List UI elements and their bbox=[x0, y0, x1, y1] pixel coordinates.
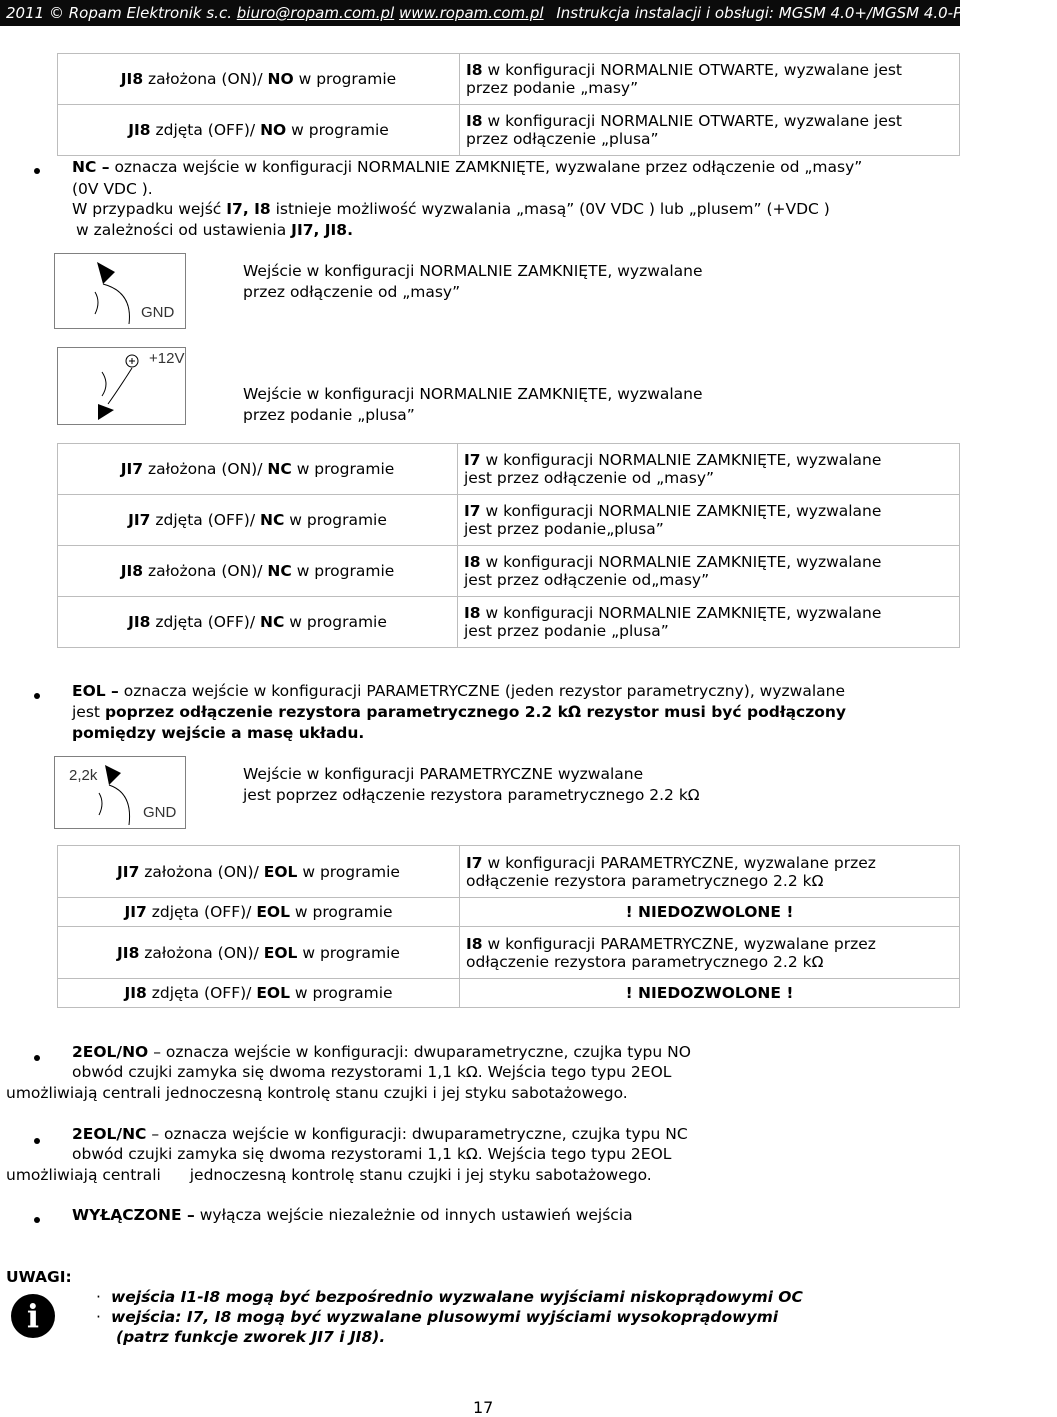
table-row bbox=[58, 495, 960, 546]
description-line: jest przez odłączenie od „masy” bbox=[464, 469, 715, 487]
eol-bold-text: poprzez odłączenie rezystora parametrycznego 2.2 kΩ rezystor musi być podłączony bbox=[104, 703, 847, 721]
jumper-state: zdjęta (OFF)/ bbox=[155, 121, 256, 139]
description-cell bbox=[460, 979, 960, 1008]
header-email-link[interactable]: biuro@ropam.com.pl bbox=[236, 4, 395, 22]
description-cell bbox=[460, 54, 960, 105]
note-text: wejścia I1-I8 mogą być bezpośrednio wyzwalane wyjściami niskoprądowymi OC bbox=[110, 1288, 803, 1306]
input-mode: NC bbox=[267, 562, 292, 580]
jumper-cell bbox=[58, 927, 460, 979]
description-cell bbox=[458, 597, 960, 648]
eol-config-table bbox=[57, 845, 960, 1008]
input-mode: EOL bbox=[263, 943, 298, 962]
forbidden-label: ! NIEDOZWOLONE ! bbox=[625, 984, 794, 1002]
jumper-cell bbox=[58, 444, 458, 495]
header-website-link[interactable]: www.ropam.com.pl bbox=[399, 4, 544, 22]
nc-12v-diagram bbox=[57, 347, 186, 425]
2eol-no-line-2: obwód czujki zamyka się dwoma rezystorami 1,1 kΩ. Wejścia tego typu 2EOL bbox=[72, 1063, 672, 1081]
description-line: przez odłączenie „plusa” bbox=[466, 130, 659, 148]
no-config-table bbox=[57, 53, 960, 156]
jumper-cell bbox=[58, 898, 460, 927]
jumper-cell bbox=[58, 846, 460, 898]
gnd-label: GND bbox=[143, 804, 177, 821]
2eol-text: – oznacza wejście w konfiguracji: dwuparametryczne, czujka typu NC bbox=[151, 1125, 688, 1143]
input-id: I7 bbox=[464, 451, 481, 469]
jumper-cell bbox=[58, 546, 458, 597]
nc-line-3 bbox=[72, 200, 830, 218]
input-mode: NC bbox=[259, 511, 285, 529]
jumper-cell bbox=[58, 105, 460, 156]
jumper-cell bbox=[58, 979, 460, 1008]
table-row bbox=[58, 927, 960, 979]
jumper-state: założona (ON)/ bbox=[144, 862, 259, 881]
nc-text: W przypadku wejść bbox=[72, 200, 222, 218]
forbidden-label: ! NIEDOZWOLONE ! bbox=[625, 903, 794, 921]
jumper-suffix: w programie bbox=[294, 984, 393, 1002]
jumper-id: JI7 bbox=[117, 862, 140, 881]
description-line: w konfiguracji NORMALNIE OTWARTE, wyzwalane jest bbox=[487, 112, 903, 130]
description-line: jest przez podanie „plusa” bbox=[464, 622, 669, 640]
jumper-suffix: w programie bbox=[291, 121, 389, 139]
header-company: Ropam Elektronik s.c. bbox=[68, 4, 232, 22]
jumper-state: zdjęta (OFF)/ bbox=[151, 903, 252, 921]
jumper-suffix: w programie bbox=[298, 70, 397, 88]
jumper-state: założona (ON)/ bbox=[147, 562, 263, 580]
gnd-desc-line-1: Wejście w konfiguracji NORMALNIE ZAMKNIĘTE, wyzwalane bbox=[243, 262, 703, 280]
2eol-nc-term: 2EOL/NC bbox=[72, 1125, 147, 1143]
jumper-id: JI8 bbox=[117, 943, 140, 962]
nc-gnd-diagram bbox=[54, 253, 186, 329]
nc-line-4 bbox=[76, 221, 353, 239]
jumper-suffix: w programie bbox=[296, 562, 395, 580]
2eol-no-line-1 bbox=[72, 1043, 691, 1061]
jumper-state: zdjęta (OFF)/ bbox=[155, 511, 256, 529]
description-cell bbox=[460, 846, 960, 898]
description-cell bbox=[458, 495, 960, 546]
copyright-icon: © bbox=[48, 4, 64, 22]
jumper-id: JI7 bbox=[120, 460, 144, 478]
jumper-suffix: w programie bbox=[302, 862, 400, 881]
table-row bbox=[58, 546, 960, 597]
header-text bbox=[6, 4, 1057, 22]
eol-term: EOL – bbox=[72, 682, 119, 700]
input-id: I7 bbox=[464, 502, 481, 520]
resistor-label: 2,2k bbox=[69, 767, 98, 784]
2eol-text: – oznacza wejście w konfiguracji: dwuparametryczne, czujka typu NO bbox=[153, 1043, 691, 1061]
12v-desc-line-2: przez podanie „plusa” bbox=[243, 406, 415, 424]
disabled-text: wyłącza wejście niezależnie od innych ustawień wejścia bbox=[199, 1206, 633, 1224]
eol-bold-text: pomiędzy wejście a masę układu. bbox=[72, 724, 365, 742]
nc-line-2: (0V VDC ). bbox=[72, 180, 153, 198]
2eol-nc-line-2: obwód czujki zamyka się dwoma rezystorami 1,1 kΩ. Wejścia tego typu 2EOL bbox=[72, 1145, 672, 1163]
input-mode: EOL bbox=[256, 984, 290, 1002]
disabled-term: WYŁĄCZONE – bbox=[72, 1206, 195, 1224]
description-line: w konfiguracji NORMALNIE ZAMKNIĘTE, wyzwalane bbox=[485, 451, 882, 469]
jumper-state: założona (ON)/ bbox=[147, 460, 263, 478]
description-line: w konfiguracji NORMALNIE ZAMKNIĘTE, wyzwalane bbox=[485, 553, 882, 571]
nc-line-1 bbox=[72, 158, 862, 176]
table-row bbox=[58, 597, 960, 648]
description-line: w konfiguracji PARAMETRYCZNE, wyzwalane przez bbox=[487, 853, 876, 872]
eol-line-3 bbox=[72, 724, 364, 742]
table-row bbox=[58, 105, 960, 156]
nc-term: NC – bbox=[72, 158, 110, 176]
eol-line-2 bbox=[72, 703, 846, 721]
eol-text: jest bbox=[72, 703, 100, 721]
jumper-state: zdjęta (OFF)/ bbox=[155, 613, 256, 631]
description-line: w konfiguracji NORMALNIE ZAMKNIĘTE, wyzwalane bbox=[485, 502, 882, 520]
page-number: 17 bbox=[473, 1398, 494, 1417]
jumper-suffix: w programie bbox=[296, 460, 395, 478]
notes-heading: UWAGI: bbox=[6, 1268, 72, 1286]
jumper-state: zdjęta (OFF)/ bbox=[151, 984, 252, 1002]
jumper-id: JI7 bbox=[128, 511, 151, 529]
bullet-dot-icon: · bbox=[96, 1288, 101, 1306]
nc-config-table bbox=[57, 443, 960, 648]
jumper-id: JI7 bbox=[124, 903, 147, 921]
table-row bbox=[58, 979, 960, 1008]
jumper-id: JI8 bbox=[128, 613, 151, 631]
input-id: I7 bbox=[466, 853, 483, 872]
description-cell bbox=[458, 444, 960, 495]
eol-desc-line-2: jest poprzez odłączenie rezystora parametrycznego 2.2 kΩ bbox=[243, 786, 700, 804]
bullet-icon bbox=[34, 1055, 40, 1061]
jumper-suffix: w programie bbox=[289, 613, 387, 631]
nc-text: istnieje możliwość wyzwalania „masą” (0V VDC ) lub „plusem” (+VDC ) bbox=[275, 200, 830, 218]
jumper-id: JI8 bbox=[120, 562, 144, 580]
description-cell bbox=[460, 898, 960, 927]
jumper-state: założona (ON)/ bbox=[144, 943, 259, 962]
input-mode: EOL bbox=[256, 903, 290, 921]
description-line: przez podanie „masy” bbox=[466, 79, 639, 97]
table-row bbox=[58, 898, 960, 927]
header-doc-title: Instrukcja instalacji i obsługi: MGSM 4.0+/MGSM 4.0-PS+ v.3.6S PL bbox=[556, 4, 1057, 22]
input-mode: EOL bbox=[263, 862, 298, 881]
note-text: wejścia: I7, I8 mogą być wyzwalane plusowymi wyjściami wysokoprądowymi bbox=[110, 1308, 779, 1326]
note-item bbox=[96, 1308, 778, 1326]
disabled-line bbox=[72, 1206, 633, 1224]
2eol-nc-line-1 bbox=[72, 1125, 688, 1143]
jumper-cell bbox=[58, 597, 458, 648]
input-mode: NC bbox=[267, 460, 292, 478]
2eol-nc-line-3 bbox=[6, 1166, 652, 1184]
jumper-suffix: w programie bbox=[302, 943, 400, 962]
jumper-suffix: w programie bbox=[289, 511, 387, 529]
plus12v-label: +12V bbox=[149, 350, 185, 367]
table-row bbox=[58, 54, 960, 105]
bullet-icon bbox=[34, 1217, 40, 1223]
nc-text: oznacza wejście w konfiguracji NORMALNIE ZAMKNIĘTE, wyzwalane przez odłączenie od „masy” bbox=[114, 158, 863, 176]
eol-line-1 bbox=[72, 682, 845, 700]
input-id: I8 bbox=[466, 61, 483, 79]
eol-desc-line-1: Wejście w konfiguracji PARAMETRYCZNE wyzwalane bbox=[243, 765, 644, 783]
input-mode: NO bbox=[260, 121, 287, 139]
nc-jumpers: JI7, JI8. bbox=[291, 221, 353, 239]
info-icon: i bbox=[11, 1294, 55, 1338]
page-header bbox=[0, 0, 1057, 26]
12v-desc-line-1: Wejście w konfiguracji NORMALNIE ZAMKNIĘTE, wyzwalane bbox=[243, 385, 703, 403]
2eol-text: jednoczesną kontrolę stanu czujki i jej styku sabotażowego. bbox=[189, 1166, 652, 1184]
2eol-no-line-3: umożliwiają centrali jednoczesną kontrolę stanu czujki i jej styku sabotażowego. bbox=[6, 1084, 628, 1102]
eol-text: oznacza wejście w konfiguracji PARAMETRYCZNE (jeden rezystor parametryczny), wyzwalane bbox=[123, 682, 846, 700]
jumper-cell bbox=[58, 54, 460, 105]
description-line: w konfiguracji PARAMETRYCZNE, wyzwalane przez bbox=[487, 934, 876, 953]
gnd-desc-line-2: przez odłączenie od „masy” bbox=[243, 283, 461, 301]
note-text: (patrz funkcje zworek JI7 i JI8). bbox=[116, 1328, 386, 1346]
table-row bbox=[58, 444, 960, 495]
jumper-state: założona (ON)/ bbox=[148, 70, 263, 88]
bullet-icon bbox=[34, 1138, 40, 1144]
jumper-cell bbox=[58, 495, 458, 546]
description-line: w konfiguracji NORMALNIE ZAMKNIĘTE, wyzwalane bbox=[485, 604, 882, 622]
jumper-id: JI8 bbox=[128, 121, 151, 139]
description-cell bbox=[460, 927, 960, 979]
bullet-icon bbox=[34, 168, 40, 174]
input-id: I8 bbox=[466, 934, 483, 953]
description-line: jest przez podanie„plusa” bbox=[464, 520, 664, 538]
note-item bbox=[96, 1288, 803, 1306]
nc-text: w zależności od ustawienia bbox=[76, 221, 287, 239]
input-mode: NO bbox=[267, 70, 294, 88]
note-item bbox=[116, 1328, 385, 1346]
input-id: I8 bbox=[464, 604, 481, 622]
description-cell bbox=[460, 105, 960, 156]
input-mode: NC bbox=[259, 613, 285, 631]
jumper-suffix: w programie bbox=[294, 903, 393, 921]
input-id: I8 bbox=[464, 553, 481, 571]
description-line: odłączenie rezystora parametrycznego 2.2 kΩ bbox=[466, 952, 824, 971]
description-line: w konfiguracji NORMALNIE OTWARTE, wyzwalane jest bbox=[487, 61, 903, 79]
2eol-no-term: 2EOL/NO bbox=[72, 1043, 149, 1061]
bullet-icon bbox=[34, 693, 40, 699]
table-row bbox=[58, 846, 960, 898]
bullet-dot-icon: · bbox=[96, 1308, 101, 1326]
jumper-id: JI8 bbox=[124, 984, 147, 1002]
description-line: odłączenie rezystora parametrycznego 2.2 kΩ bbox=[466, 871, 824, 890]
eol-diagram bbox=[54, 756, 186, 829]
description-cell bbox=[458, 546, 960, 597]
2eol-text: umożliwiają centrali bbox=[6, 1166, 161, 1184]
nc-inputs: I7, I8 bbox=[226, 200, 271, 218]
input-id: I8 bbox=[466, 112, 483, 130]
header-year: 2011 bbox=[6, 4, 45, 22]
gnd-label: GND bbox=[141, 304, 175, 321]
jumper-id: JI8 bbox=[120, 70, 144, 88]
description-line: jest przez odłączenie od„masy” bbox=[464, 571, 710, 589]
